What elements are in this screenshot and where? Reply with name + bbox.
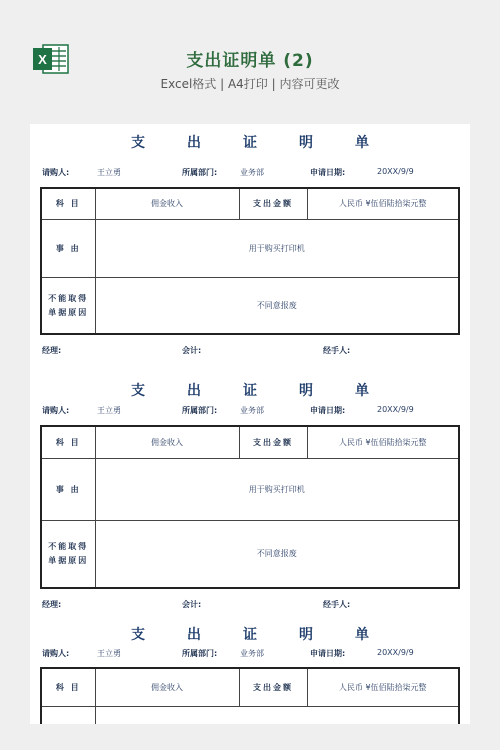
form-info-row	[30, 405, 470, 419]
reason-label: 事 由	[41, 219, 95, 277]
voucher-table	[40, 667, 460, 724]
handler-label: 经手人:	[323, 346, 351, 355]
buyer-label: 请购人:	[42, 406, 70, 415]
reason-label: 事 由	[41, 458, 95, 520]
table-row	[41, 520, 459, 588]
subject-value: 佣金收入	[95, 188, 239, 219]
subject-label: 科 目	[41, 668, 95, 706]
buyer-value: 王立勇	[97, 406, 121, 415]
amount-label: 支出金额	[239, 188, 307, 219]
expense-form	[30, 380, 470, 620]
amount-label: 支出金额	[239, 668, 307, 706]
date-value: 20XX/9/9	[377, 167, 414, 176]
noreceipt-value: 不同意报废	[95, 277, 459, 334]
table-row	[41, 219, 459, 277]
voucher-table	[40, 425, 460, 589]
table-row	[41, 277, 459, 334]
buyer-value: 王立勇	[97, 168, 121, 177]
form-info-row	[30, 167, 470, 181]
dept-value: 业务部	[240, 649, 264, 658]
reason-value: 用于购买打印机	[95, 219, 459, 277]
date-label: 申请日期:	[310, 168, 346, 177]
svg-text:X: X	[38, 52, 47, 67]
expense-form	[30, 132, 470, 372]
date-value: 20XX/9/9	[377, 405, 414, 414]
signature-row	[30, 599, 470, 613]
form-title: 支 出 证 明 单	[131, 383, 369, 399]
page-header	[0, 0, 500, 125]
amount-label: 支出金额	[239, 426, 307, 458]
manager-label: 经理:	[42, 600, 62, 609]
voucher-table	[40, 187, 460, 335]
form-info-row	[30, 648, 470, 662]
form-title: 支 出 证 明 单	[131, 135, 369, 151]
subject-label: 科 目	[41, 426, 95, 458]
amount-value: 人民币 ¥伍佰陆拾柒元整	[307, 668, 459, 706]
expense-form	[30, 624, 470, 724]
date-value: 20XX/9/9	[377, 648, 414, 657]
dept-label: 所属部门:	[182, 168, 218, 177]
buyer-value: 王立勇	[97, 649, 121, 658]
amount-value: 人民币 ¥伍佰陆拾柒元整	[307, 426, 459, 458]
page-subtitle: Excel格式 | A4打印 | 内容可更改	[160, 77, 340, 91]
date-label: 申请日期:	[310, 649, 346, 658]
handler-label: 经手人:	[323, 600, 351, 609]
table-row	[41, 706, 459, 724]
noreceipt-label: 不能取得 单据原因	[41, 277, 95, 334]
buyer-label: 请购人:	[42, 649, 70, 658]
dept-label: 所属部门:	[182, 406, 218, 415]
subject-value: 佣金收入	[95, 426, 239, 458]
dept-label: 所属部门:	[182, 649, 218, 658]
dept-value: 业务部	[240, 168, 264, 177]
amount-value: 人民币 ¥伍佰陆拾柒元整	[307, 188, 459, 219]
table-row	[41, 458, 459, 520]
date-label: 申请日期:	[310, 406, 346, 415]
accountant-label: 会计:	[182, 600, 202, 609]
table-row	[41, 668, 459, 706]
subject-label: 科 目	[41, 188, 95, 219]
dept-value: 业务部	[240, 406, 264, 415]
spreadsheet-preview	[30, 124, 470, 724]
table-row	[41, 188, 459, 219]
table-row	[41, 426, 459, 458]
form-title: 支 出 证 明 单	[131, 627, 369, 643]
buyer-label: 请购人:	[42, 168, 70, 177]
page-title: 支出证明单 (2)	[186, 51, 314, 71]
noreceipt-label: 不能取得 单据原因	[41, 520, 95, 588]
manager-label: 经理:	[42, 346, 62, 355]
subject-value: 佣金收入	[95, 668, 239, 706]
noreceipt-value: 不同意报废	[95, 520, 459, 588]
accountant-label: 会计:	[182, 346, 202, 355]
reason-value: 用于购买打印机	[95, 458, 459, 520]
signature-row	[30, 345, 470, 359]
